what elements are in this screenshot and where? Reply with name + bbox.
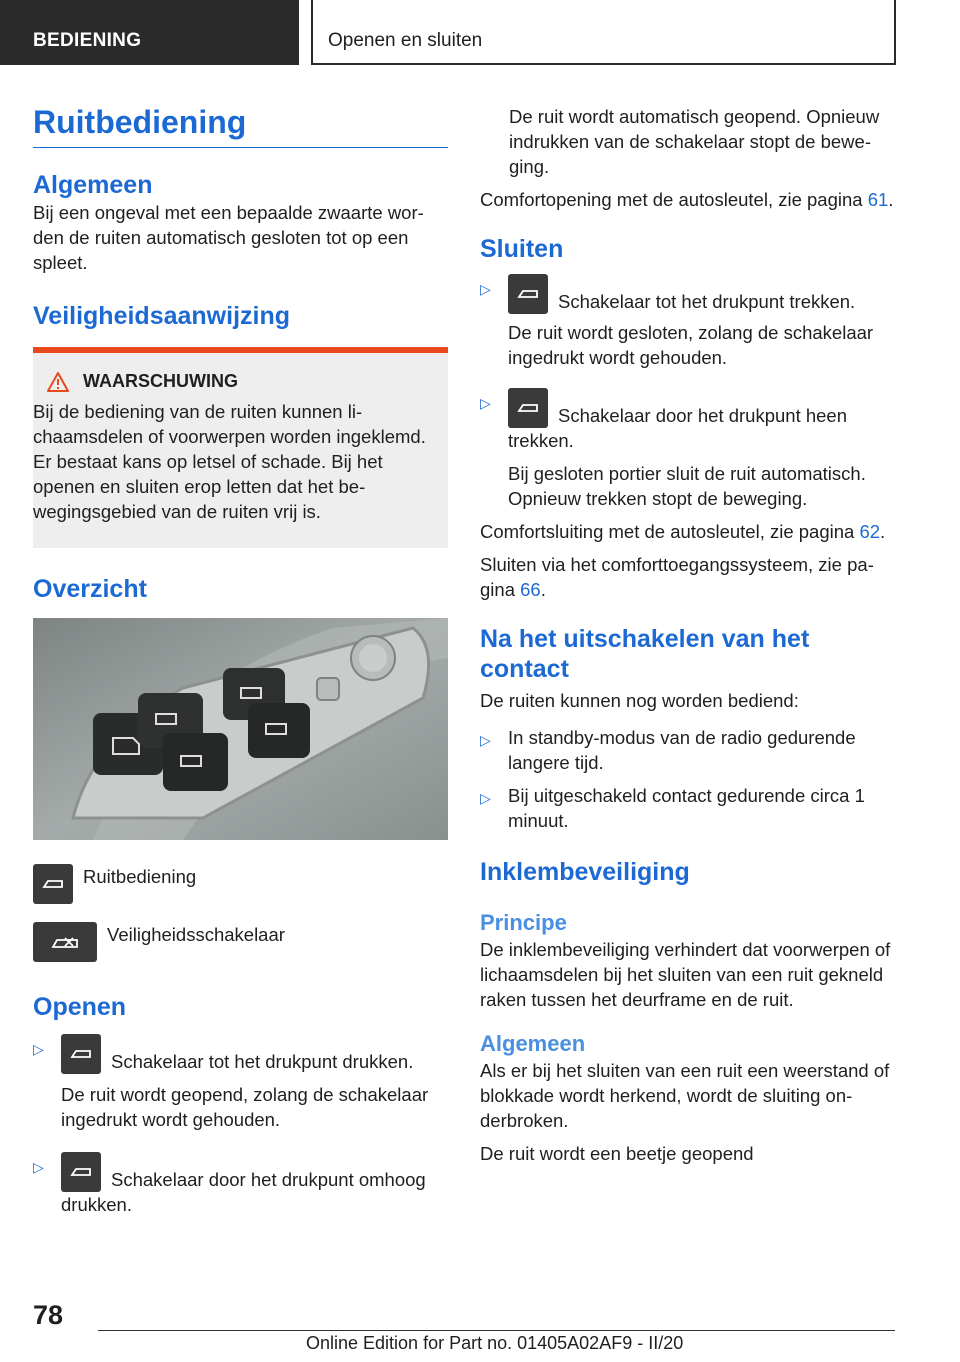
- footer-divider: [98, 1330, 895, 1331]
- warning-triangle-icon: [47, 372, 69, 392]
- page-title: Ruitbediening: [33, 102, 448, 148]
- bullet-triangle-icon: ▷: [480, 281, 491, 297]
- window-switch-icon: [508, 274, 548, 314]
- heading-algemeen-2: Algemeen: [480, 1031, 586, 1056]
- heading-veiligheid: Veiligheidsaanwijzing: [33, 302, 291, 330]
- page-link-61[interactable]: 61: [867, 189, 889, 210]
- page-link-62[interactable]: 62: [859, 521, 881, 542]
- heading-sluiten: Sluiten: [480, 235, 564, 263]
- warning-text: Bij de bediening van de ruiten kunnen lichaamsdelen of voorwerpen worden ingeklemd. Er bestaat kans op letsel of schade. Bij het openen en sluiten erop letten dat het bewegingsgebied van de ruiten vrij is.: [33, 401, 426, 522]
- window-switch-icon: [61, 1034, 101, 1074]
- window-switch-icon: [61, 1152, 101, 1192]
- comfort-open-text: Comfortopening met de autosleutel, zie pagina 61.: [480, 189, 894, 210]
- comfort-close-text: Comfortsluiting met de autosleutel, zie pagina 62.: [480, 521, 886, 542]
- window-switch-icon: [508, 388, 548, 428]
- sluiten-step-1: Schakelaar tot het drukpunt trekken.: [558, 291, 856, 312]
- sluiten-step-1-detail: De ruit wordt gesloten, zolang de schakelaar ingedrukt wordt gehouden.: [508, 322, 874, 368]
- legend-row-ruitbediening: [33, 864, 448, 904]
- list-item: [33, 1034, 448, 1132]
- header-section-tab: [0, 0, 299, 65]
- sluiten-step-2: Schakelaar door het drukpunt heen trekken.: [508, 405, 848, 451]
- heading-principe: Principe: [480, 910, 567, 935]
- left-column: [33, 102, 448, 1217]
- list-item: [480, 725, 900, 775]
- openen-step-2-detail: De ruit wordt automatisch geopend. Opnieuw indrukken van de schakelaar stopt de beweging.: [509, 106, 880, 177]
- openen-step-1: Schakelaar tot het drukpunt drukken.: [111, 1051, 414, 1072]
- warning-box: [33, 347, 448, 548]
- list-item: [33, 1152, 448, 1217]
- heading-openen: Openen: [33, 993, 127, 1021]
- bullet-triangle-icon: ▷: [33, 1041, 44, 1057]
- legend-label-veiligheid: Veiligheidsschakelaar: [107, 924, 285, 945]
- na-item-1: In standby-modus van de radio gedurende langere tijd.: [508, 727, 856, 773]
- openen-step-1-detail: De ruit wordt geopend, zolang de schakelaar ingedrukt wordt gehouden.: [61, 1084, 429, 1130]
- bullet-triangle-icon: ▷: [480, 732, 491, 748]
- right-column: [480, 104, 900, 1166]
- header-section-label: BEDIENING: [33, 30, 142, 51]
- list-item: [480, 274, 900, 370]
- edition-text: Online Edition for Part no. 01405A02AF9 - II/20: [306, 1333, 684, 1353]
- window-switches-photo: [33, 618, 448, 840]
- page-link-66[interactable]: 66: [520, 579, 541, 600]
- list-item: [480, 783, 900, 833]
- principe-text: De inklembeveiliging verhindert dat voorwerpen of lichaamsdelen bij het sluiten van een ruit gekneld raken tussen het deurframe en de ruit.: [480, 939, 891, 1010]
- warning-header: [33, 369, 436, 394]
- sluiten-step-2-detail: Bij gesloten portier sluit de ruit automatisch. Opnieuw trekken stopt de beweging.: [508, 463, 866, 509]
- header-chapter-tab: [311, 0, 896, 65]
- heading-na-uitschakelen: Na het uitschakelen van het contact: [480, 625, 810, 683]
- algemeen-2-text: Als er bij het sluiten van een ruit een weerstand of blokkade wordt herkend, wordt de sluiting onderbroken.: [480, 1060, 890, 1131]
- page-number: 78: [33, 1300, 64, 1330]
- algemeen-text: Bij een ongeval met een bepaalde zwaarte worden de ruiten automatisch gesloten tot op een spleet.: [33, 202, 424, 273]
- heading-inklembeveiliging: Inklembeveiliging: [480, 858, 690, 886]
- header-chapter-label: Openen en sluiten: [328, 30, 483, 51]
- algemeen-2-text-2: De ruit wordt een beetje geopend: [480, 1143, 754, 1164]
- na-item-2: Bij uitgeschakeld contact gedurende circa 1 minuut.: [508, 785, 865, 831]
- bullet-triangle-icon: ▷: [480, 395, 491, 411]
- window-switch-icon: [33, 864, 73, 904]
- warning-title: WAARSCHUWING: [83, 371, 238, 391]
- na-text: De ruiten kunnen nog worden bediend:: [480, 690, 799, 711]
- list-item: [480, 388, 900, 511]
- safety-switch-icon: [33, 922, 97, 962]
- legend-row-veiligheid: [33, 922, 448, 962]
- heading-algemeen: Algemeen: [33, 171, 153, 199]
- bullet-triangle-icon: ▷: [480, 790, 491, 806]
- legend-label-ruitbediening: Ruitbediening: [83, 866, 197, 887]
- heading-overzicht: Overzicht: [33, 575, 147, 603]
- openen-step-2: Schakelaar door het drukpunt omhoog drukken.: [61, 1169, 426, 1215]
- bullet-triangle-icon: ▷: [33, 1159, 44, 1175]
- comfort-access-text: Sluiten via het comforttoegangssysteem, zie pagina 66.: [480, 554, 874, 600]
